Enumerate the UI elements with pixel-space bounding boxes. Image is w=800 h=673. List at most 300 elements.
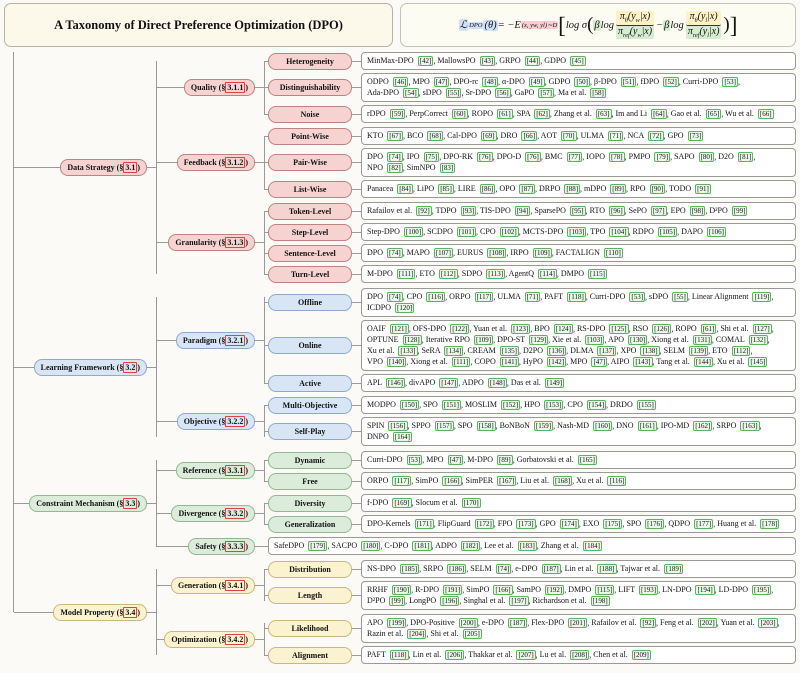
citation-ref[interactable]: [102] <box>501 227 517 236</box>
taxonomy-item: M-DPO [89] <box>467 455 511 464</box>
citation-ref[interactable]: [69] <box>482 131 495 140</box>
citation-ref[interactable]: [110] <box>605 248 621 257</box>
taxonomy-item: Lin et al. [206] <box>412 650 463 659</box>
taxonomy-item: RRHF [190] <box>367 585 410 594</box>
taxonomy-item: Gorbatovski et al. [165] <box>516 455 595 464</box>
content-box <box>361 646 796 664</box>
citation-ref[interactable]: [108] <box>489 248 505 257</box>
taxonomy-item: TPO [104] <box>590 227 627 236</box>
leaf-row <box>264 451 796 469</box>
citation-ref[interactable]: [203] <box>760 618 776 627</box>
taxonomy-item: D²PO [99] <box>367 596 404 605</box>
section-ref-link[interactable]: 3.2.2 <box>227 416 244 426</box>
taxonomy-item: Ma et al. [58] <box>558 88 604 97</box>
formula-token: w <box>637 31 642 39</box>
citation-ref[interactable]: [150] <box>401 400 418 409</box>
content-box <box>361 472 796 490</box>
citation-ref[interactable]: [168] <box>554 476 571 485</box>
citation-ref[interactable]: [75] <box>425 152 438 161</box>
leaf-node: Turn-Level <box>268 266 352 283</box>
formula-token: π <box>618 25 624 37</box>
citation-ref[interactable]: [76] <box>527 152 539 161</box>
citation-ref[interactable]: [128] <box>404 335 420 344</box>
citation-ref[interactable]: [104] <box>611 227 627 236</box>
section-ref-link[interactable]: 3.1.2 <box>227 158 244 167</box>
citation-ref[interactable]: [145] <box>750 357 766 366</box>
taxonomy-item: ODPO [46] <box>367 77 407 86</box>
citation-ref[interactable]: [205] <box>464 629 480 638</box>
connector-line <box>255 242 264 243</box>
citation-list: f-DPO [169] , Slocum et al. [170] <box>367 498 479 507</box>
citation-ref[interactable]: [178] <box>762 519 778 528</box>
citation-ref[interactable]: [74] <box>497 564 510 573</box>
taxonomy-item: Tajwar et al. [189] <box>620 564 682 573</box>
citation-ref[interactable]: [200] <box>460 618 476 627</box>
citation-ref[interactable]: [164] <box>394 432 410 441</box>
section-ref-link[interactable]: 3.2.1 <box>227 335 244 345</box>
section-ref-link[interactable]: 3.3.1 <box>227 466 244 475</box>
citation-ref[interactable]: [182] <box>462 541 479 550</box>
citation-ref[interactable]: [67] <box>389 131 401 140</box>
citation-ref[interactable]: [94] <box>516 206 529 215</box>
citation-ref[interactable]: [191] <box>445 585 461 594</box>
citation-ref[interactable]: [52] <box>665 77 677 86</box>
citation-ref[interactable]: [53] <box>631 292 644 301</box>
citation-ref[interactable]: [74] <box>389 152 401 161</box>
citation-ref[interactable]: [201] <box>570 618 586 627</box>
subgroup-node <box>176 332 255 349</box>
citation-ref[interactable]: [45] <box>572 56 584 65</box>
fraction <box>686 11 722 38</box>
citation-ref[interactable]: [46] <box>394 77 407 86</box>
citation-ref[interactable]: [144] <box>695 357 711 366</box>
citation-ref[interactable]: [82] <box>389 163 401 172</box>
citation-ref[interactable]: [153] <box>546 400 562 409</box>
taxonomy-item: SparsePO [95] <box>534 206 584 215</box>
fraction-numerator <box>616 11 654 25</box>
citation-ref[interactable]: [47] <box>449 455 462 464</box>
connector-line <box>147 367 156 368</box>
citation-ref[interactable]: [99] <box>391 596 404 605</box>
citation-ref[interactable]: [207] <box>518 650 534 659</box>
formula-token: l <box>707 31 709 39</box>
citation-ref[interactable]: [62] <box>536 109 548 118</box>
citation-ref[interactable]: [157] <box>436 421 452 430</box>
citation-ref[interactable]: [112] <box>440 269 456 278</box>
citation-ref[interactable]: [163] <box>742 421 758 430</box>
citation-ref[interactable]: [185] <box>401 564 418 573</box>
citation-ref[interactable]: [100] <box>405 227 422 236</box>
leaf-node: Distribution <box>268 561 352 578</box>
citation-ref[interactable]: [61] <box>499 109 511 118</box>
citation-ref[interactable]: [117] <box>476 292 492 301</box>
taxonomy-item: MAPO [107] <box>406 248 451 257</box>
citation-ref[interactable]: [195] <box>754 585 770 594</box>
subgroup-node-cell <box>156 614 264 664</box>
formula-token: ref <box>692 31 700 39</box>
taxonomy-item: SDPO [113] <box>461 269 504 278</box>
section-ref-link[interactable]: 3.4.2 <box>227 634 244 644</box>
citation-ref[interactable]: [55] <box>674 292 686 301</box>
citation-ref[interactable]: [53] <box>724 77 737 86</box>
citation-ref[interactable]: [190] <box>393 585 410 594</box>
formula-token: log <box>670 19 684 31</box>
section-ref-link[interactable]: 3.1.1 <box>227 83 244 92</box>
citation-ref[interactable]: [103] <box>587 335 603 344</box>
citation-ref[interactable]: [71] <box>609 131 622 140</box>
citation-ref[interactable]: [54] <box>405 88 417 97</box>
connector-line <box>352 189 361 190</box>
leaf-node: Generalization <box>268 516 352 533</box>
citation-ref[interactable]: [118] <box>391 650 407 659</box>
citation-ref[interactable]: [166] <box>444 476 460 485</box>
citation-ref[interactable]: [86] <box>481 184 494 193</box>
citation-ref[interactable]: [71] <box>526 292 539 301</box>
citation-ref[interactable]: [197] <box>511 596 527 605</box>
citation-ref[interactable]: [47] <box>593 357 606 366</box>
citation-ref[interactable]: [166] <box>495 585 511 594</box>
citation-ref[interactable]: [152] <box>502 400 519 409</box>
section-ref-link[interactable]: 3.2 <box>125 362 136 372</box>
citation-ref[interactable]: [74] <box>389 292 401 301</box>
citation-ref[interactable]: [44] <box>526 56 539 65</box>
section-ref-link[interactable]: 3.3.3 <box>227 541 244 551</box>
taxonomy-item: CPO [116] <box>406 292 444 301</box>
citation-ref[interactable]: [66] <box>759 109 772 118</box>
section-ref-link[interactable]: 3.3.2 <box>227 509 244 518</box>
citation-ref[interactable]: [141] <box>501 357 517 366</box>
section-ref-link[interactable]: 3.1 <box>125 163 136 172</box>
taxonomy-item: Chen et al. [209] <box>593 650 649 659</box>
citation-ref[interactable]: [151] <box>443 400 459 409</box>
connector-line <box>255 162 264 163</box>
citation-ref[interactable]: [59] <box>391 109 404 118</box>
citation-ref[interactable]: [187] <box>510 618 526 627</box>
citation-ref[interactable]: [114] <box>540 269 555 278</box>
taxonomy-item: Xiong et al. [131] <box>651 335 710 344</box>
citation-ref[interactable]: [123] <box>513 324 529 333</box>
connector-line <box>147 503 156 504</box>
citation-ref[interactable]: [125] <box>611 324 627 333</box>
citation-ref[interactable]: [65] <box>707 109 720 118</box>
citation-ref[interactable]: [50] <box>576 77 589 86</box>
section-ref-link[interactable]: 3.3 <box>125 498 136 508</box>
subgroup-branch-objective <box>156 396 796 446</box>
citation-ref[interactable]: [165] <box>579 455 595 464</box>
citation-ref[interactable]: [68] <box>429 131 442 140</box>
citation-ref[interactable]: [51] <box>622 77 635 86</box>
node-label-close: ) <box>137 163 140 172</box>
citation-ref[interactable]: [187] <box>543 564 559 573</box>
connector-line <box>255 585 264 586</box>
taxonomy-item: Wu et al. [66] <box>725 109 772 118</box>
citation-ref[interactable]: [208] <box>572 650 588 659</box>
citation-ref[interactable]: [199] <box>389 618 405 627</box>
citation-ref[interactable]: [202] <box>699 618 715 627</box>
citation-ref[interactable]: [112] <box>733 346 749 355</box>
citation-ref[interactable]: [47] <box>435 77 448 86</box>
citation-ref[interactable]: [76] <box>479 152 491 161</box>
citation-ref[interactable]: [193] <box>640 585 657 594</box>
citation-ref[interactable]: [43] <box>481 56 494 65</box>
taxonomy-item: Feng et al. [202] <box>660 618 715 627</box>
citation-ref[interactable]: [121] <box>391 324 407 333</box>
taxonomy-item: ULMA [71] <box>580 131 622 140</box>
leaf-row <box>264 396 796 414</box>
taxonomy-item: GDPO [45] <box>544 56 584 65</box>
taxonomy-item: BMC [77] <box>544 152 581 161</box>
leaf-row <box>264 180 796 198</box>
node-label-text: Model Property (§ <box>60 607 124 617</box>
citation-ref[interactable]: [78] <box>610 152 623 161</box>
citation-ref[interactable]: [115] <box>590 269 605 278</box>
citation-ref[interactable]: [122] <box>452 324 468 333</box>
taxonomy-item: ICDPO [120] <box>367 303 413 312</box>
citation-ref[interactable]: [106] <box>708 227 725 236</box>
citation-ref[interactable]: [132] <box>750 335 766 344</box>
citation-ref[interactable]: [116] <box>609 476 625 485</box>
citation-ref[interactable]: [143] <box>635 357 651 366</box>
section-ref-link[interactable]: 3.4.1 <box>227 580 244 590</box>
citation-ref[interactable]: [189] <box>666 564 682 573</box>
taxonomy-item: Linear Alignment [119] <box>691 292 770 301</box>
citation-ref[interactable]: [140] <box>389 357 405 366</box>
citation-ref[interactable]: [176] <box>647 519 663 528</box>
citation-ref[interactable]: [169] <box>394 498 410 507</box>
citation-ref[interactable]: [134] <box>446 346 462 355</box>
citation-ref[interactable]: [136] <box>548 346 565 355</box>
connector-line <box>352 405 361 406</box>
connector-line <box>352 569 361 570</box>
citation-ref[interactable]: [130] <box>630 335 646 344</box>
citation-ref[interactable]: [209] <box>633 650 649 659</box>
citation-ref[interactable]: [206] <box>447 650 463 659</box>
citation-ref[interactable]: [98] <box>691 206 704 215</box>
citation-ref[interactable]: [161] <box>639 421 655 430</box>
leaf-node: Multi-Objective <box>268 397 352 414</box>
connector-line <box>352 162 361 163</box>
citation-ref[interactable]: [135] <box>501 346 517 355</box>
citation-ref[interactable]: [83] <box>441 163 454 172</box>
subgroup-branch-feedback <box>156 127 796 198</box>
taxonomy-item: RDPO [105] <box>632 227 676 236</box>
citation-ref[interactable]: [126] <box>654 324 670 333</box>
citation-ref[interactable]: [56] <box>497 88 509 97</box>
citation-ref[interactable]: [133] <box>400 346 416 355</box>
citation-ref[interactable]: [139] <box>690 346 707 355</box>
citation-ref[interactable]: [155] <box>638 400 654 409</box>
citation-ref[interactable]: [174] <box>561 519 577 528</box>
formula-token: π <box>619 11 625 23</box>
citation-ref[interactable]: [60] <box>454 109 466 118</box>
connector-line <box>352 481 361 482</box>
citation-ref[interactable]: [179] <box>310 541 326 550</box>
citation-ref[interactable]: [170] <box>463 498 479 507</box>
taxonomy-item: Curri-DPO [53] <box>367 455 421 464</box>
citation-ref[interactable]: [172] <box>476 519 492 528</box>
citation-ref[interactable]: [204] <box>409 629 425 638</box>
node-label-text: Safety (§ <box>195 541 226 551</box>
taxonomy-item: D2O [81] <box>718 152 752 161</box>
node-label-close: ) <box>245 466 248 475</box>
citation-ref[interactable]: [175] <box>605 519 621 528</box>
citation-ref[interactable]: [105] <box>659 227 676 236</box>
citation-ref[interactable]: [184] <box>584 541 600 550</box>
citation-ref[interactable]: [101] <box>458 227 475 236</box>
formula-token: w <box>635 17 640 25</box>
subgroup-node <box>171 577 255 594</box>
citation-list: Panacea [84] , LiPO [85] , LIRE [86] , OPO [87] , DRPO [88] , mDPO [89] , RPO [90] , TODO [91] <box>367 184 709 193</box>
citation-ref[interactable]: [137] <box>599 346 615 355</box>
citation-ref[interactable]: [48] <box>484 77 497 86</box>
citation-ref[interactable]: [111] <box>398 269 414 278</box>
citation-ref[interactable]: [158] <box>478 421 494 430</box>
citation-ref[interactable]: [55] <box>447 88 460 97</box>
citation-ref[interactable]: [77] <box>568 152 581 161</box>
citation-ref[interactable]: [88] <box>566 184 579 193</box>
taxonomy-item: GRPO [44] <box>499 56 539 65</box>
citation-ref[interactable]: [99] <box>733 206 746 215</box>
citation-ref[interactable]: [127] <box>754 324 770 333</box>
citation-ref[interactable]: [194] <box>697 585 713 594</box>
taxonomy-item: Tang et al. [144] <box>656 357 711 366</box>
citation-ref[interactable]: [93] <box>462 206 475 215</box>
group-node-cell <box>14 52 156 283</box>
citation-ref[interactable]: [192] <box>547 585 563 594</box>
citation-ref[interactable]: [119] <box>754 292 770 301</box>
citation-ref[interactable]: [57] <box>540 88 552 97</box>
citation-ref[interactable]: [109] <box>475 335 492 344</box>
content-box <box>361 223 796 241</box>
citation-ref[interactable]: [180] <box>363 541 379 550</box>
citation-ref[interactable]: [64] <box>653 109 665 118</box>
citation-ref[interactable]: [154] <box>588 400 605 409</box>
subgroup-node <box>184 79 255 96</box>
leaf-row-list <box>264 52 796 123</box>
content-box <box>361 320 796 371</box>
leaf-row-list <box>264 202 796 283</box>
citation-ref[interactable]: [42] <box>419 56 432 65</box>
citation-ref[interactable]: [58] <box>592 88 604 97</box>
citation-ref[interactable]: [73] <box>689 131 702 140</box>
citation-ref[interactable]: [198] <box>592 596 608 605</box>
citation-ref[interactable]: [129] <box>530 335 547 344</box>
citation-ref[interactable]: [159] <box>535 421 552 430</box>
citation-ref[interactable]: [87] <box>521 184 534 193</box>
trunk-connector-line <box>13 52 14 612</box>
taxonomy-item: SPPO [157] <box>411 421 452 430</box>
citation-ref[interactable]: [181] <box>414 541 430 550</box>
taxonomy-item: Singhal et al. [197] <box>463 596 527 605</box>
citation-ref[interactable]: [124] <box>555 324 571 333</box>
connector-line <box>147 167 156 168</box>
citation-ref[interactable]: [188] <box>599 564 615 573</box>
citation-ref[interactable]: [183] <box>519 541 535 550</box>
citation-ref[interactable]: [74] <box>389 248 401 257</box>
citation-ref[interactable]: [186] <box>449 564 465 573</box>
citation-ref[interactable]: [49] <box>530 77 543 86</box>
citation-ref[interactable]: [148] <box>489 378 505 387</box>
taxonomy-item: SPO [176] <box>626 519 663 528</box>
citation-ref[interactable]: [111] <box>453 357 469 366</box>
citation-ref[interactable]: [89] <box>499 455 511 464</box>
section-ref-link[interactable]: 3.4 <box>125 607 136 617</box>
citation-ref[interactable]: [156] <box>390 421 406 430</box>
citation-ref[interactable]: [113] <box>488 269 504 278</box>
citation-ref[interactable]: [160] <box>595 421 611 430</box>
section-ref-link[interactable]: 3.1.3 <box>227 238 244 247</box>
taxonomy-item: FACTALIGN [110] <box>555 248 621 257</box>
citation-ref[interactable]: [131] <box>694 335 710 344</box>
citation-ref[interactable]: [118] <box>568 292 584 301</box>
citation-ref[interactable]: [90] <box>651 184 664 193</box>
taxonomy-item: SPO [151] <box>423 400 459 409</box>
citation-ref[interactable]: [109] <box>534 248 550 257</box>
citation-ref[interactable]: [53] <box>408 455 421 464</box>
citation-ref[interactable]: [196] <box>442 596 458 605</box>
node-label-text: Feedback (§ <box>183 158 226 167</box>
citation-ref[interactable]: [63] <box>597 109 610 118</box>
fraction-denominator <box>616 26 654 39</box>
citation-ref[interactable]: [146] <box>387 378 403 387</box>
citation-ref[interactable]: [66] <box>523 131 536 140</box>
leaf-row <box>264 52 796 70</box>
citation-ref[interactable]: [61] <box>702 324 715 333</box>
taxonomy-item: EURUS [108] <box>456 248 505 257</box>
citation-ref[interactable]: [85] <box>440 184 452 193</box>
citation-ref[interactable]: [177] <box>696 519 712 528</box>
taxonomy-item: Rafailov et al. [92] <box>367 206 430 215</box>
citation-ref[interactable]: [70] <box>562 131 575 140</box>
citation-ref[interactable]: [149] <box>546 378 563 387</box>
citation-ref[interactable]: [96] <box>611 206 623 215</box>
taxonomy-item: SPA [62] <box>516 109 548 118</box>
citation-ref[interactable]: [147] <box>441 378 457 387</box>
connector-line <box>255 470 264 471</box>
citation-ref[interactable]: [103] <box>569 227 585 236</box>
citation-ref[interactable]: [138] <box>642 346 658 355</box>
citation-ref[interactable]: [116] <box>428 292 444 301</box>
citation-ref[interactable]: [91] <box>697 184 709 193</box>
subgroup-node-cell <box>156 537 264 555</box>
citation-ref[interactable]: [120] <box>397 303 413 312</box>
citation-ref[interactable]: [72] <box>649 131 662 140</box>
citation-ref[interactable]: [92] <box>418 206 430 215</box>
citation-ref[interactable]: [81] <box>739 152 752 161</box>
group-node <box>34 359 147 376</box>
citation-ref[interactable]: [107] <box>435 248 451 257</box>
node-label-text: Quality (§ <box>190 83 226 92</box>
citation-ref[interactable]: [173] <box>518 519 534 528</box>
citation-ref[interactable]: [162] <box>695 421 711 430</box>
citation-ref[interactable]: [117] <box>394 476 410 485</box>
citation-ref[interactable]: [95] <box>571 206 584 215</box>
citation-ref[interactable]: [167] <box>499 476 515 485</box>
subgroup-node-cell <box>156 494 264 533</box>
citation-ref[interactable]: [84] <box>399 184 411 193</box>
group-node-cell <box>14 560 156 664</box>
citation-ref[interactable]: [80] <box>700 152 713 161</box>
citation-ref[interactable]: [115] <box>597 585 613 594</box>
citation-ref[interactable]: [89] <box>612 184 624 193</box>
taxonomy-item: COPO [141] <box>474 357 517 366</box>
citation-ref[interactable]: [97] <box>652 206 665 215</box>
taxonomy-item: HyPO [142] <box>522 357 565 366</box>
citation-ref[interactable]: [171] <box>416 519 432 528</box>
citation-ref[interactable]: [142] <box>548 357 565 366</box>
citation-ref[interactable]: [79] <box>656 152 669 161</box>
citation-ref[interactable]: [92] <box>642 618 655 627</box>
